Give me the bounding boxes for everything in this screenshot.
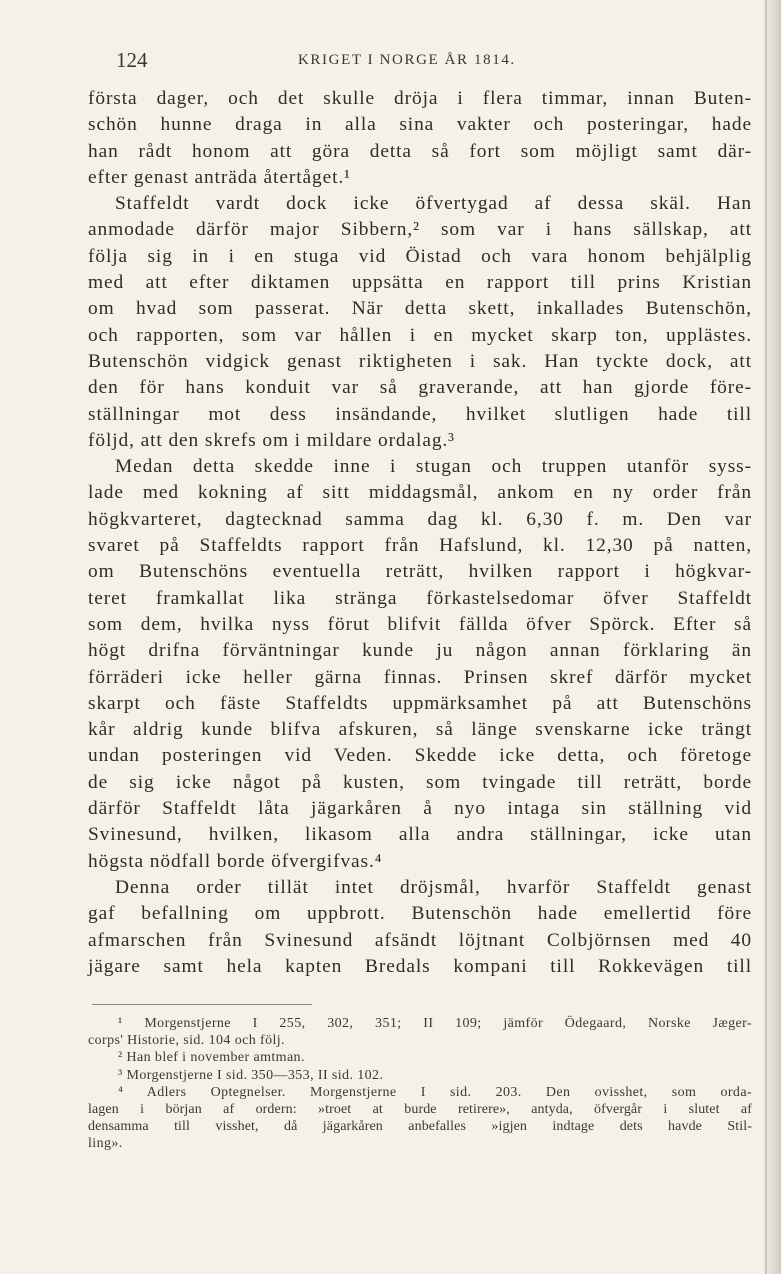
text-line: förräderi icke heller gärna finnas. Prinsen skref därför mycket [88,666,752,688]
text-line: följd, att den skrefs om i mildare ordalag.³ [88,429,455,451]
text-line: efter genast anträda återtåget.¹ [88,166,351,188]
footnote-line: corps' Historie, sid. 104 och följ. [88,1033,285,1049]
text-line: därför Staffeldt låta jägarkåren å nyo intaga sin ställning vid [88,798,752,820]
text-line: de sig icke något på kusten, som tvingade till reträtt, borde [88,771,752,793]
footnotes [88,1015,752,1153]
text-line: teret framkallat lika stränga förkastelsedomar öfver Staffeldt [88,587,752,609]
text-line: den för hans konduit var så graverande, att han gjorde före- [88,377,752,399]
text-line: högsta nödfall borde öfvergifvas.⁴ [88,850,383,872]
text-line: undan posteringen vid Veden. Skedde icke detta, och företoge [88,745,752,767]
footnote-line: densamma till visshet, då jägarkåren anbefalles »igjen indtage dets havde Stil- [88,1119,752,1135]
text-line: Staffeldt vardt dock icke öfvertygad af dessa skäl. Han [115,193,752,215]
text-line: och rapporten, som var hållen i en mycket skarp ton, upplästes. [88,324,752,346]
text-line: Medan detta skedde inne i stugan och truppen utanför syss- [115,456,752,478]
text-line: ställningar mot dess insändande, hvilket slutligen hade till [88,403,752,425]
page-edge-line [765,0,767,1274]
text-line: jägare samt hela kapten Bredals kompani till Rokkevägen till [88,955,752,977]
footnote-line: ¹ Morgenstjerne I 255, 302, 351; II 109; jämför Ödegaard, Norske Jæger- [118,1016,752,1031]
body-text [88,86,752,980]
text-line: som dem, hvilka nyss förut blifvit fällda öfver Spörck. Efter så [88,613,752,635]
footnote-rule [92,1004,312,1005]
footnote-line: ling». [88,1136,123,1152]
footnote-line: ² Han blef i november amtman. [118,1050,305,1066]
text-line: högkvarteret, dagtecknad samma dag kl. 6,30 f. m. Den var [88,508,752,530]
text-line: afmarschen från Svinesund afsändt löjtnant Colbjörnsen med 40 [88,929,752,951]
text-line: om Butenschöns eventuella reträtt, hvilken rapport i högkvar- [88,561,752,583]
page-header [112,44,672,78]
footnote-line: ³ Morgenstjerne I sid. 350—353, II sid. 102. [118,1067,384,1083]
text-line: högt drifna förväntningar kunde ju någon annan förklaring än [88,640,752,662]
text-line: anmodade därför major Sibbern,² som var i hans sällskap, att [88,219,752,241]
text-line: schön hunne draga in alla sina vakter och posteringar, hade [88,114,752,136]
text-line: följa sig in i en stuga vid Öistad och vara honom behjälplig [88,245,752,267]
text-line: han rådt honom att göra detta så fort som möjligt samt där- [88,140,752,162]
text-line: kår aldrig kunde blifva afskuren, så länge svenskarne icke trängt [88,719,752,741]
text-line: Svinesund, hvilken, likasom alla andra ställningar, icke utan [88,824,752,846]
text-line: skarpt och fäste Staffeldts uppmärksamhet på att Butenschöns [88,692,752,714]
text-line: Butenschön vidgick genast riktigheten i sak. Han tyckte dock, att [88,350,752,372]
text-line: om hvad som passerat. När detta skett, inkallades Butenschön, [88,298,752,320]
page-number: 124 [116,48,148,72]
footnote-line: ⁴ Adlers Optegnelser. Morgenstjerne I sid. 203. Den ovisshet, som orda- [118,1084,752,1100]
text-line: Denna order tillät intet dröjsmål, hvarför Staffeldt genast [115,876,752,898]
text-line: lade med kokning af sitt middagsmål, ankom en ny order från [88,482,752,504]
text-line: första dager, och det skulle dröja i flera timmar, innan Buten- [88,88,752,109]
text-line: med att efter diktamen uppsätta en rapport till prins Kristian [88,272,752,294]
running-head: KRIGET I NORGE ÅR 1814. [298,52,516,68]
text-line: svaret på Staffeldts rapport från Hafslund, kl. 12,30 på natten, [88,535,752,557]
text-line: gaf befallning om uppbrott. Butenschön hade emellertid före [88,903,752,925]
footnote-line: lagen i början af ordern: »troet at burde retirere», antyda, öfvergår i slutet af [88,1102,752,1118]
